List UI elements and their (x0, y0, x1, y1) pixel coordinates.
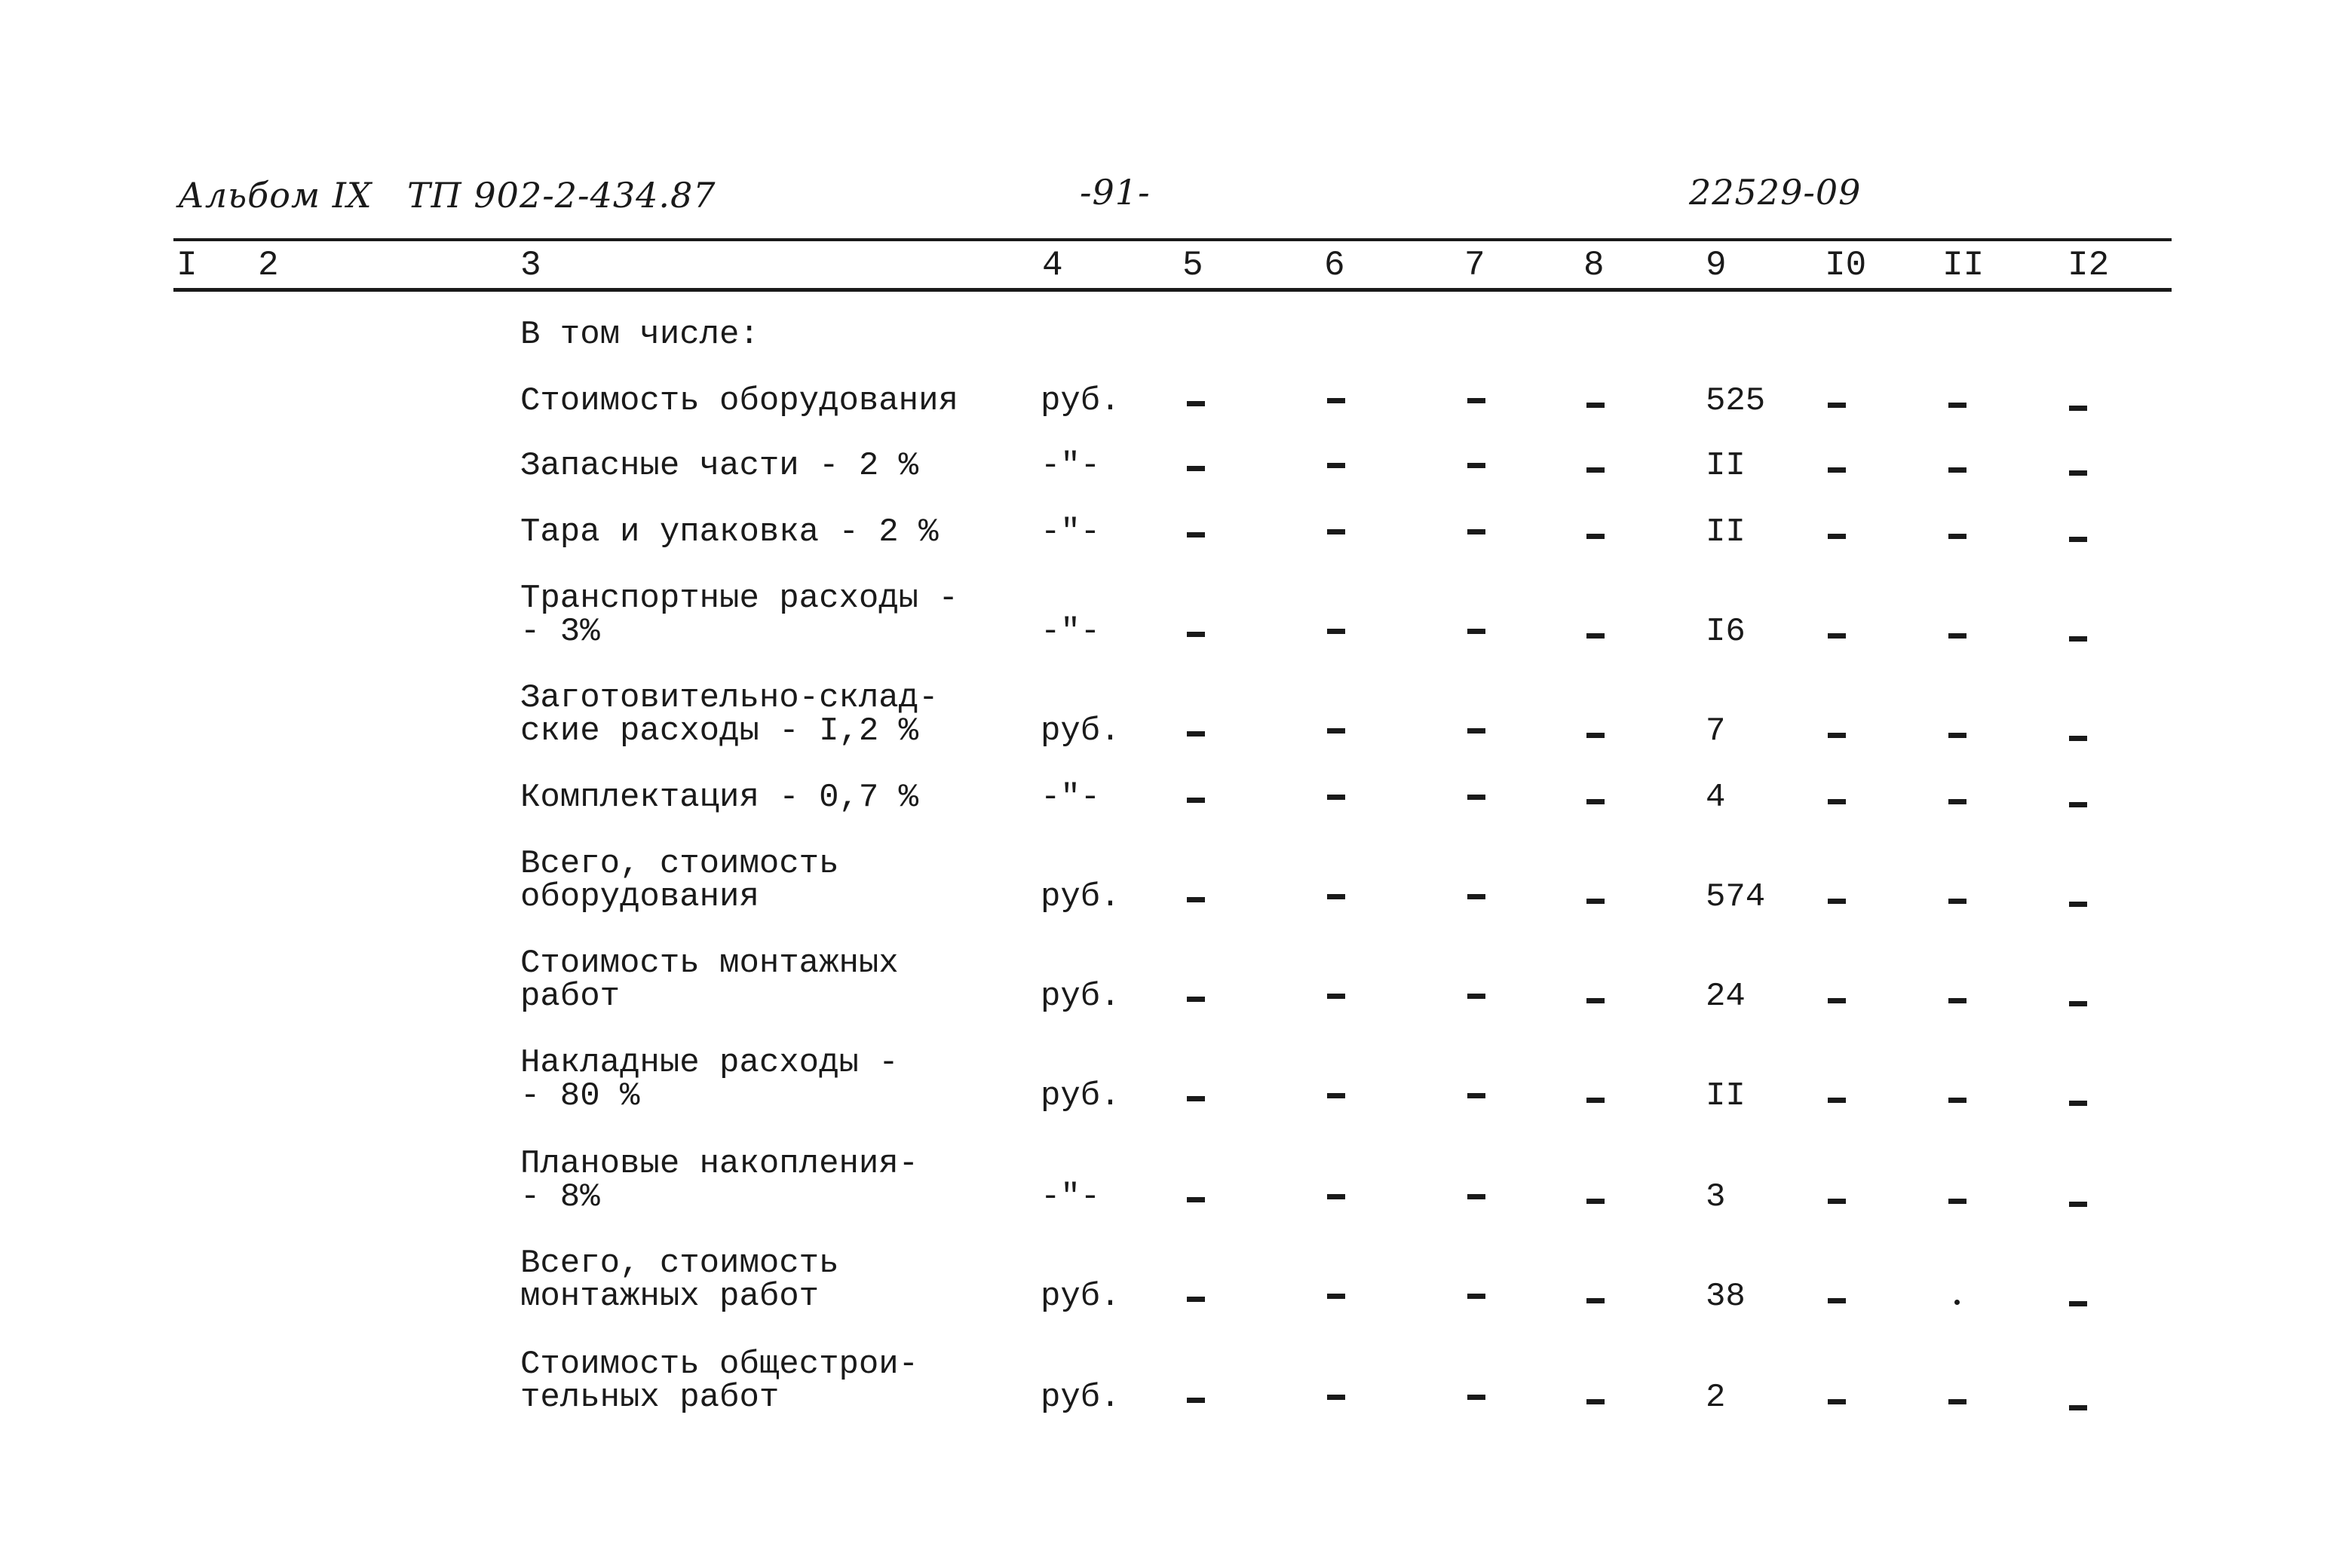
dash-col8 (1586, 1098, 1605, 1103)
dash-col6 (1327, 463, 1345, 468)
dash-col6 (1327, 629, 1345, 634)
dash-col12 (2069, 1301, 2087, 1306)
dash-col8 (1586, 467, 1605, 473)
row-name-line: Транспортные расходы - (520, 580, 958, 617)
dash-col5 (1187, 1197, 1205, 1202)
row-unit: -"- (1041, 513, 1101, 551)
row-name-line: Тара и упаковка - 2 % (520, 513, 939, 551)
dash-col6 (1327, 994, 1345, 999)
row-value-col9: 2 (1706, 1379, 1726, 1416)
row-name-line: - 8% (520, 1178, 600, 1216)
row-value-col9: 4 (1706, 779, 1726, 816)
row-name-line: Плановые накопления- (520, 1145, 919, 1183)
dash-col12 (2069, 1405, 2087, 1410)
row-name-line: Стоимость монтажных (520, 945, 899, 982)
dash-col12 (2069, 1202, 2087, 1207)
document-code: 22529-09 (1689, 172, 1862, 213)
row-name-line: ские расходы - I,2 % (520, 712, 919, 750)
column-number-1: I (176, 246, 198, 285)
dash-col12 (2069, 802, 2087, 807)
dash-col5 (1187, 532, 1205, 537)
column-number-10: I0 (1825, 246, 1867, 285)
dash-col8 (1586, 899, 1605, 904)
dash-col5 (1187, 897, 1205, 902)
dash-col7 (1467, 629, 1485, 634)
dash-col11 (1948, 467, 1966, 473)
dash-col5 (1187, 1096, 1205, 1101)
dash-col12 (2069, 636, 2087, 642)
column-number-4: 4 (1042, 246, 1063, 285)
dash-col7 (1467, 795, 1485, 800)
dash-col7 (1467, 994, 1485, 999)
dash-col6 (1327, 1194, 1345, 1199)
dash-col11 (1948, 1098, 1966, 1103)
dash-col7 (1467, 1093, 1485, 1098)
row-unit: руб. (1041, 712, 1120, 750)
dash-col10 (1828, 403, 1846, 408)
dash-col7 (1467, 398, 1485, 403)
dash-col5 (1187, 731, 1205, 737)
dash-col12 (2069, 406, 2087, 411)
dash-col12 (2069, 470, 2087, 476)
dash-col6 (1327, 1093, 1345, 1098)
dash-col6 (1327, 728, 1345, 733)
row-value-col9: 574 (1706, 878, 1766, 916)
dash-col10 (1828, 899, 1846, 904)
dash-col7 (1467, 1194, 1485, 1199)
row-unit: -"- (1041, 1178, 1101, 1216)
dash-col5 (1187, 401, 1205, 406)
dash-col10 (1828, 799, 1846, 804)
dash-col6 (1327, 795, 1345, 800)
dash-col5 (1187, 798, 1205, 803)
column-number-12: I2 (2068, 246, 2110, 285)
column-number-5: 5 (1182, 246, 1203, 285)
column-number-9: 9 (1706, 246, 1727, 285)
album-label: Альбом IX (178, 175, 372, 216)
column-number-11: II (1942, 246, 1985, 285)
row-unit: -"- (1041, 613, 1101, 651)
dash-col8 (1586, 1399, 1605, 1404)
dash-col10 (1828, 534, 1846, 539)
dash-col7 (1467, 463, 1485, 468)
column-number-3: 3 (520, 246, 541, 285)
row-name-line: Накладные расходы - (520, 1044, 899, 1082)
row-name-line: - 80 % (520, 1077, 640, 1115)
header-bottom-rule (173, 288, 2172, 292)
dash-col6 (1327, 398, 1345, 403)
dash-col5 (1187, 466, 1205, 471)
dash-col5 (1187, 1398, 1205, 1403)
column-number-2: 2 (258, 246, 279, 285)
row-name-line: Комплектация - 0,7 % (520, 779, 919, 816)
dash-col12 (2069, 736, 2087, 741)
dash-col7 (1467, 1395, 1485, 1400)
row-value-col9: 24 (1706, 978, 1746, 1015)
dash-col10 (1828, 998, 1846, 1003)
dot-col11 (1954, 1300, 1960, 1305)
project-code: ТП 902-2-434.87 (407, 175, 716, 216)
row-name-line: Стоимость оборудования (520, 382, 958, 420)
dash-col8 (1586, 799, 1605, 804)
header-top-rule (173, 238, 2172, 241)
dash-col8 (1586, 403, 1605, 408)
dash-col10 (1828, 1298, 1846, 1303)
row-unit: руб. (1041, 978, 1120, 1015)
dash-col11 (1948, 1199, 1966, 1204)
dash-col5 (1187, 997, 1205, 1002)
dash-col11 (1948, 633, 1966, 639)
row-value-col9: 3 (1706, 1178, 1726, 1216)
row-value-col9: 38 (1706, 1278, 1746, 1315)
row-unit: руб. (1041, 1379, 1120, 1416)
dash-col5 (1187, 632, 1205, 637)
row-name-line: - 3% (520, 613, 600, 651)
row-name-line: Стоимость общестрои- (520, 1346, 919, 1383)
dash-col11 (1948, 899, 1966, 904)
row-value-col9: 525 (1706, 382, 1766, 420)
row-value-col9: II (1706, 513, 1746, 551)
dash-col10 (1828, 467, 1846, 473)
dash-col11 (1948, 403, 1966, 408)
row-name-line: оборудования (520, 878, 759, 916)
dash-col6 (1327, 529, 1345, 534)
row-unit: -"- (1041, 447, 1101, 485)
row-unit: руб. (1041, 382, 1120, 420)
dash-col7 (1467, 1294, 1485, 1299)
dash-col5 (1187, 1297, 1205, 1302)
row-value-col9: I6 (1706, 613, 1746, 651)
row-name-line: Всего, стоимость (520, 1245, 839, 1282)
row-name-line: Всего, стоимость (520, 845, 839, 883)
dash-col12 (2069, 1001, 2087, 1006)
page-number: -91- (1080, 172, 1151, 213)
dash-col10 (1828, 1199, 1846, 1204)
dash-col6 (1327, 1395, 1345, 1400)
dash-col8 (1586, 1298, 1605, 1303)
dash-col11 (1948, 1399, 1966, 1404)
row-unit: -"- (1041, 779, 1101, 816)
dash-col12 (2069, 537, 2087, 542)
dash-col8 (1586, 633, 1605, 639)
dash-col11 (1948, 799, 1966, 804)
row-name-line: монтажных работ (520, 1278, 820, 1315)
dash-col11 (1948, 534, 1966, 539)
row-name-line: Запасные части - 2 % (520, 447, 919, 485)
dash-col7 (1467, 529, 1485, 534)
dash-col10 (1828, 733, 1846, 738)
column-number-6: 6 (1324, 246, 1345, 285)
dash-col8 (1586, 534, 1605, 539)
row-name-line: Заготовительно-склад- (520, 679, 939, 717)
row-value-col9: 7 (1706, 712, 1726, 750)
dash-col11 (1948, 998, 1966, 1003)
row-name-line: работ (520, 978, 621, 1015)
dash-col7 (1467, 728, 1485, 733)
row-unit: руб. (1041, 878, 1120, 916)
dash-col6 (1327, 1294, 1345, 1299)
row-unit: руб. (1041, 1077, 1120, 1115)
dash-col10 (1828, 1098, 1846, 1103)
intro-text: В том числе: (520, 316, 759, 354)
dash-col6 (1327, 894, 1345, 899)
dash-col10 (1828, 1399, 1846, 1404)
dash-col7 (1467, 894, 1485, 899)
column-number-7: 7 (1464, 246, 1485, 285)
row-value-col9: II (1706, 1077, 1746, 1115)
row-value-col9: II (1706, 447, 1746, 485)
column-number-8: 8 (1583, 246, 1605, 285)
dash-col12 (2069, 902, 2087, 907)
dash-col10 (1828, 633, 1846, 639)
dash-col8 (1586, 733, 1605, 738)
dash-col8 (1586, 998, 1605, 1003)
dash-col8 (1586, 1199, 1605, 1204)
row-name-line: тельных работ (520, 1379, 780, 1416)
dash-col11 (1948, 733, 1966, 738)
dash-col12 (2069, 1101, 2087, 1106)
row-unit: руб. (1041, 1278, 1120, 1315)
